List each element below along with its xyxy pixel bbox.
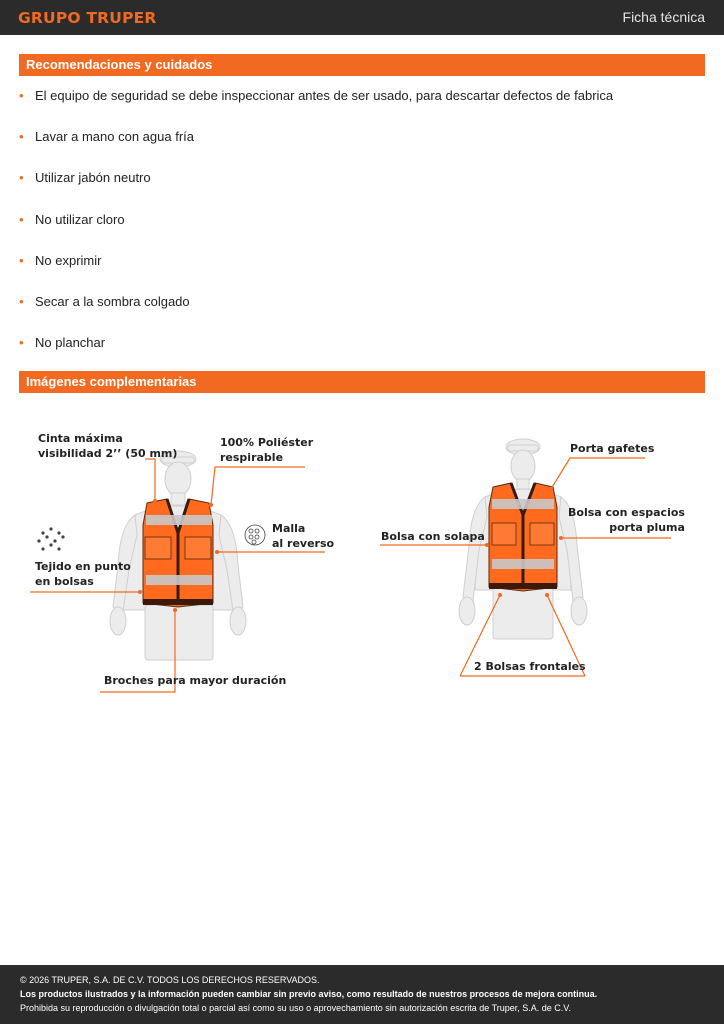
callout-material-line1: 100% Poliéster	[220, 436, 314, 449]
callout-tape-line1: Cinta máxima	[38, 432, 123, 445]
bullet-icon: •	[19, 129, 24, 145]
weave-icon	[37, 527, 64, 550]
list-item-text: El equipo de seguridad se debe inspeccionar antes de ser usado, para descartar defectos de fabrica	[35, 88, 614, 103]
callout-material	[220, 435, 313, 465]
callout-pen-line2: porta pluma	[609, 521, 685, 534]
section-title-images: Imágenes complementarias	[19, 371, 705, 393]
footer-prohibition: Prohibida su reproducción o divulgación total o parcial así como su uso o aprovechamiento sin autorización escrita de Truper, S.A. de C.V.	[20, 1003, 571, 1013]
list-item-text: No planchar	[35, 335, 106, 351]
bullet-icon: •	[19, 211, 24, 227]
list-item	[19, 129, 705, 170]
callout-weave-line1: Tejido en punto	[35, 560, 131, 573]
top-bar	[0, 0, 724, 35]
callout-front-pockets: 2 Bolsas frontales	[474, 660, 586, 673]
section-title-recommendations: Recomendaciones y cuidados	[19, 54, 705, 76]
list-item	[19, 170, 705, 211]
list-item-text: Lavar a mano con agua fría	[35, 129, 194, 145]
callout-snaps: Broches para mayor duración	[104, 674, 287, 687]
callout-mesh-line2: al reverso	[272, 537, 335, 550]
vest-shape	[143, 499, 213, 607]
bullet-icon: •	[19, 252, 24, 268]
callout-mesh	[272, 521, 334, 551]
bullet-icon: •	[19, 170, 24, 186]
callout-mesh-line1: Malla	[272, 522, 306, 535]
callout-weave-line2: en bolsas	[35, 575, 94, 588]
callout-pen-line1: Bolsa con espacios	[568, 506, 685, 519]
callout-material-line2: respirable	[220, 451, 284, 464]
list-item	[19, 88, 705, 129]
list-item-text: No utilizar cloro	[35, 211, 125, 227]
vest-front-figure	[25, 415, 335, 705]
list-item	[19, 294, 705, 335]
callout-flap: Bolsa con solapa	[381, 530, 485, 543]
callout-tape	[38, 431, 177, 461]
document-type: Ficha técnica	[622, 9, 705, 25]
callout-tape-line2: visibilidad 2’’ (50 mm)	[38, 447, 178, 460]
footer	[0, 965, 724, 1024]
callout-pen	[568, 505, 685, 535]
list-item	[19, 212, 705, 253]
recommendations-list	[19, 88, 705, 376]
list-item-text: Utilizar jabón neutro	[35, 170, 151, 186]
vest-pockets-figure	[375, 415, 685, 705]
bullet-icon: •	[19, 335, 24, 351]
list-item	[19, 253, 705, 294]
footer-copyright: © 2026 TRUPER, S.A. DE C.V. TODOS LOS DERECHOS RESERVADOS.	[20, 975, 320, 985]
vest-shape	[489, 483, 557, 591]
callout-weave	[35, 559, 131, 589]
bullet-icon: •	[19, 88, 24, 103]
footer-notice: Los productos ilustrados y la información pueden cambiar sin previo aviso, como resultado de nuestros procesos de mejora continua.	[20, 989, 598, 999]
bullet-icon: •	[19, 293, 24, 309]
list-item-text: No exprimir	[35, 252, 102, 268]
list-item-text: Secar a la sombra colgado	[35, 293, 190, 309]
callout-badge: Porta gafetes	[570, 442, 655, 455]
mesh-icon	[245, 525, 265, 545]
brand-logo: GRUPO TRUPER	[18, 9, 157, 27]
